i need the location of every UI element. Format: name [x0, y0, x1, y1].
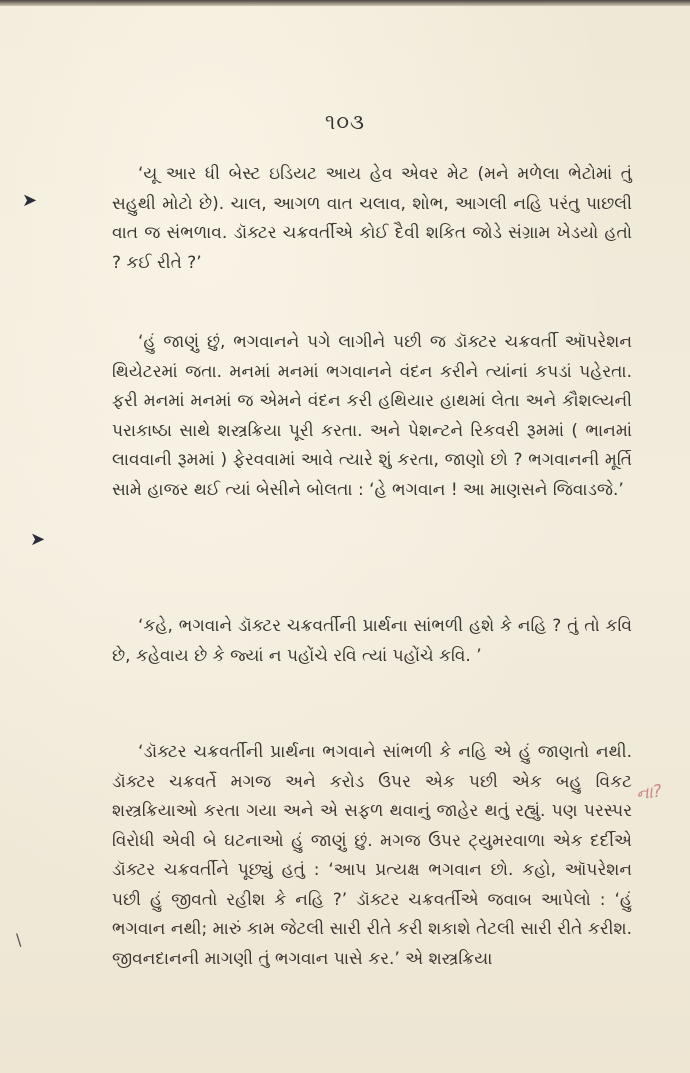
margin-tick-mark: \ — [16, 930, 22, 949]
paragraph-2: ‘હું જાણું છું, ભગવાનને પગે લાગીને પછી જ ડૉક્ટર ચક્રવર્તી ઑપરેશન થિયેટરમાં જતા. મનમાં મનમાં ભગવાનને વંદન કરીને ત્યાંનાં કપડાં પહેરતા. ફરી મનમાં મનમાં જ એમને વંદન કરી હથિયાર હાથમાં લેતા અને કૌશલ્યની પરાકાષ્ઠા સાથે શસ્ત્રક્રિયા પૂરી કરતા. અને પેશન્ટને રિકવરી રૂમમાં ( ભાનમાં લાવવાની રૂમમાં ) ફેરવવામાં આવે ત્યારે શું કરતા, જાણો છો ? ભગવાનની મૂર્તિ સામે હાજર થઈ ત્યાં બેસીને બોલતા : ‘હે ભગવાન ! આ માણસને જિવાડજે.’ — [112, 332, 632, 500]
margin-arrow-icon: ➤ — [22, 190, 38, 211]
paragraph-1: ‘યૂ આર ધી બેસ્ટ ઇડિયટ આય હેવ એવર મેટ (મને મળેલા ભેટોમાં તું સહુથી મોટો છે). ચાલ, આગળ વાત ચલાવ, શોભ, આગલી નહિ પરંતુ પાછલી વાત જ સંભળાવ. ડૉક્ટર ચક્રવર્તીએ કોઈ દૈવી શકિત જોડે સંગ્રામ ખેડયો હતો ? કઈ રીતે ?’ — [112, 164, 632, 273]
page-number: ૧૦૩ — [325, 110, 365, 134]
paragraph-4: ‘ડૉક્ટર ચક્રવર્તીની પ્રાર્થના ભગવાને સાંભળી કે નહિ એ હું જાણતો નથી. ડૉક્ટર ચક્રવર્તે મગજ અને કરોડ ઉપર એક પછી એક બહુ વિકટ શસ્ત્રક્રિયાઓ કરતા ગયા અને એ સફળ થવાનું જાહેર થતું રહ્યું. પણ પરસ્પર વિરોધી એવી બે ઘટનાઓ હું જાણું છું. મગજ ઉપર ટ્યુમરવાળા એક દર્દીએ ડૉક્ટર ચક્રવર્તીને પૂછ્યું હતું : ‘આપ પ્રત્યક્ષ ભગવાન છો. કહો, ઑપરેશન પછી હું જીવતો રહીશ કે નહિ ?’ ડૉક્ટર ચક્રવર્તીએ જવાબ આપેલો : ‘હું ભગવાન નથી; મારું કામ જેટલી સારી રીતે કરી શકાશે તેટલી સારી રીતે કરીશ. જીવનદાનની માગણી તું ભગવાન પાસે કર.’ એ શસ્ત્રક્રિયા — [112, 742, 632, 969]
paragraph-3: ‘કહે, ભગવાને ડૉક્ટર ચક્રવર્તીની પ્રાર્થના સાંભળી હશે કે નહિ ? તું તો કવિ છે, કહેવાય છે કે જ્યાં ન પહોંચે રવિ ત્યાં પહોંચે કવિ. ’ — [112, 616, 632, 666]
page-top-edge — [0, 0, 690, 6]
handwritten-margin-note: ના? — [634, 781, 664, 805]
margin-arrow-icon: ➤ — [30, 529, 46, 550]
